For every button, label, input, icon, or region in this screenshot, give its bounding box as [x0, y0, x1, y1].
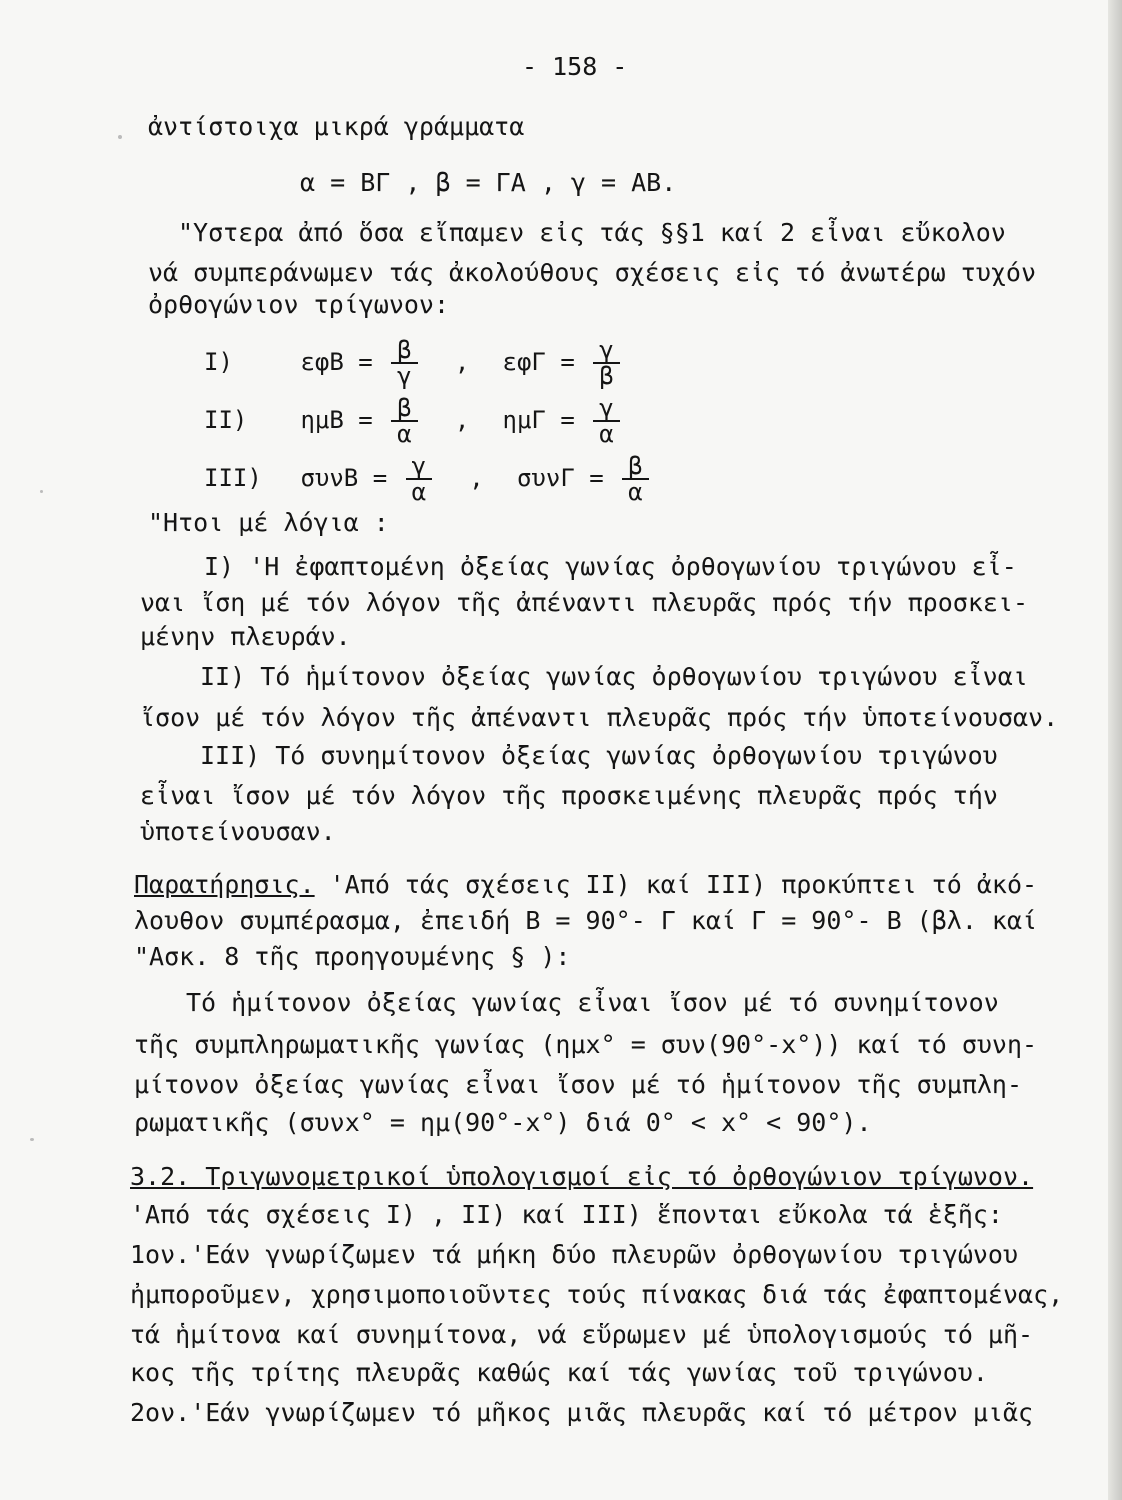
paragraph-line: ρωματικῆς (συνx° = ημ(90°-x°) διά 0° < x° < 90°).	[134, 1108, 872, 1137]
fraction-denominator: α	[411, 478, 427, 506]
paragraph-line: 'Από τάς σχέσεις I) , II) καί III) ἕπονται εὔκολα τά ἑξῆς:	[130, 1200, 1003, 1229]
formula-separator: ,	[469, 464, 484, 492]
scan-speck	[118, 135, 122, 139]
remark-heading: Παρατήρησις.	[134, 870, 315, 899]
fraction-numerator: γ	[593, 396, 619, 422]
formula-label: I)	[204, 348, 233, 376]
remark-line	[134, 870, 1037, 900]
fraction	[391, 338, 417, 388]
paragraph-line: ἴσον μέ τόν λόγον τῆς ἀπέναντι πλευρᾶς πρός τήν ὑποτείνουσαν.	[140, 703, 1059, 732]
fraction-numerator: β	[391, 338, 417, 364]
paragraph-line: εἶναι ἴσον μέ τόν λόγον τῆς προσκειμένης πλευρᾶς πρός τήν	[140, 781, 998, 810]
paragraph-line: νά συμπεράνωμεν τάς ἀκολούθους σχέσεις εἰς τό ἀνωτέρω τυχόν	[148, 258, 1037, 287]
fraction-numerator: β	[391, 396, 417, 422]
formula-lhs: εφΒ =	[300, 348, 373, 376]
page-number: - 158 -	[522, 52, 628, 81]
paragraph-line: 2ον.'Εάν γνωρίζωμεν τό μῆκος μιᾶς πλευρᾶς καί τό μέτρον μιᾶς	[130, 1398, 1034, 1427]
formula-separator: ,	[454, 348, 470, 376]
paragraph-line: ναι ἴση μέ τόν λόγον τῆς ἀπέναντι πλευρᾶς πρός τήν προσκει-	[140, 588, 1029, 617]
formula-row	[204, 454, 653, 504]
remark-text: 'Από τάς σχέσεις II) καί III) προκύπτει τό ἀκό-	[314, 870, 1038, 899]
fraction-denominator: γ	[397, 362, 412, 390]
fraction-numerator: β	[622, 454, 648, 480]
paragraph-line: ὀρθογώνιον τρίγωνον:	[148, 290, 450, 319]
scan-speck	[40, 490, 43, 493]
formula-label: II)	[204, 406, 248, 434]
formula-separator: ,	[454, 406, 470, 434]
intro-line: ἀντίστοιχα μικρά γράμματα	[148, 112, 525, 141]
formula-lhs: συνΒ =	[300, 464, 388, 492]
words-intro: "Ητοι μέ λόγια :	[148, 508, 389, 537]
formula-lhs: συνΓ =	[516, 464, 604, 492]
fraction-denominator: α	[397, 420, 412, 448]
fraction	[593, 338, 619, 388]
paragraph-line: ἠμποροῦμεν, χρησιμοποιοῦντες τούς πίνακας διά τάς ἐφαπτομένας,	[130, 1280, 1064, 1309]
paragraph-line: I) 'Η ἐφαπτομένη ὀξείας γωνίας ὀρθογωνίου τριγώνου εἶ-	[204, 552, 1017, 581]
paragraph-line: τά ἡμίτονα καί συνημίτονα, νά εὕρωμεν μέ ὑπολογισμούς τό μῆ-	[130, 1320, 1034, 1349]
paragraph-line: μένην πλευράν.	[140, 622, 351, 651]
paragraph-line: Τό ἡμίτονον ὀξείας γωνίας εἶναι ἴσον μέ τό συνημίτονον	[186, 988, 999, 1017]
paragraph-line: II) Τό ἡμίτονον ὀξείας γωνίας ὀρθογωνίου τριγώνου εἶναι	[200, 662, 1028, 691]
fraction	[406, 454, 432, 504]
fraction-numerator: γ	[593, 338, 619, 364]
paragraph-line: λουθον συμπέρασμα, ἐπειδή Β = 90°- Γ καί Γ = 90°- Β (βλ. καί	[134, 906, 1038, 935]
paragraph-line: "Υστερα ἀπό ὅσα εἴπαμεν εἰς τάς §§1 καί 2 εἶναι εὔκολον	[178, 218, 1006, 247]
fraction	[391, 396, 417, 446]
formula-lhs: εφΓ =	[502, 348, 575, 376]
sides-equation: α = ΒΓ , β = ΓΑ , γ = ΑΒ.	[300, 168, 677, 197]
fraction-denominator: α	[599, 420, 614, 448]
fraction-denominator: β	[599, 362, 614, 390]
paragraph-line: κος τῆς τρίτης πλευρᾶς καθώς καί τάς γωνίας τοῦ τριγώνου.	[130, 1358, 988, 1387]
fraction	[593, 396, 619, 446]
formula-lhs: ημΒ =	[300, 406, 373, 434]
fraction-denominator: α	[628, 478, 643, 506]
paragraph-line: "Ασκ. 8 τῆς προηγουμένης § ):	[134, 942, 571, 971]
fraction	[622, 454, 648, 504]
formula-lhs: ημΓ =	[502, 406, 575, 434]
formula-row	[204, 396, 624, 446]
paragraph-line: τῆς συμπληρωματικῆς γωνίας (ημx° = συν(90°-x°)) καί τό συνη-	[134, 1030, 1038, 1059]
page-edge-shadow	[1108, 0, 1122, 1500]
paragraph-line: III) Τό συνημίτονον ὀξείας γωνίας ὀρθογωνίου τριγώνου	[200, 741, 998, 770]
paragraph-line: 1ον.'Εάν γνωρίζωμεν τά μήκη δύο πλευρῶν ὀρθογωνίου τριγώνου	[130, 1240, 1019, 1269]
paragraph-line: ὑποτείνουσαν.	[140, 817, 336, 846]
scan-speck	[30, 1138, 34, 1141]
formula-label: III)	[204, 464, 262, 492]
fraction-numerator: γ	[406, 454, 432, 480]
paragraph-line: μίτονον ὀξείας γωνίας εἶναι ἴσον μέ τό ἡμίτονον τῆς συμπλη-	[134, 1070, 1023, 1099]
section-title: 3.2. Τριγωνομετρικοί ὑπολογισμοί εἰς τό ὀρθογώνιον τρίγωνον.	[130, 1162, 1034, 1191]
formula-row	[204, 338, 624, 388]
